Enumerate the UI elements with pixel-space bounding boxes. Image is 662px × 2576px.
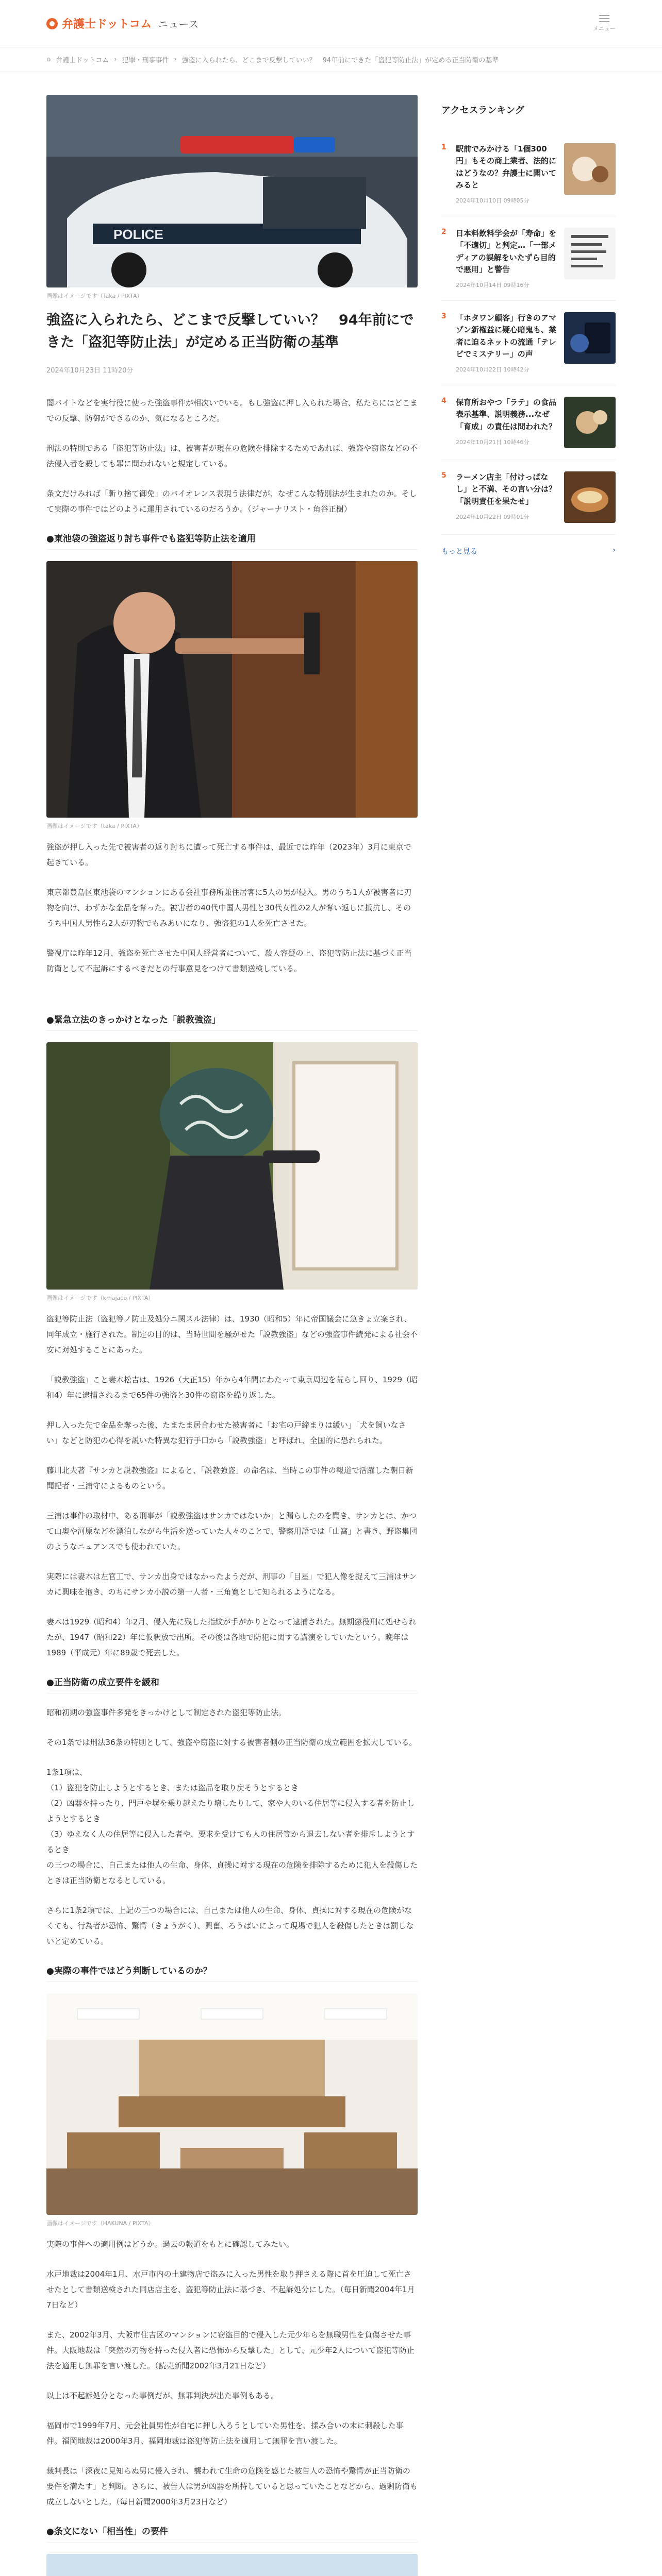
article-paragraph: 刑法の特則である「盗犯等防止法」は、被害者が現在の危険を排除するためであれば、強盗や窃盗などの不法侵入者を殺しても罪に問われないと規定している。 — [46, 444, 418, 469]
article-paragraph: 「説教強盗」こと妻木松吉は、1926（大正15）年から4年間にわたって東京周辺を荒らし回り、1929（昭和4）年に逮捕されるまで65件の強盗と30件の窃盗を繰り返した。 — [46, 1375, 418, 1400]
rank-date: 2024年10月22日 09時01分 — [456, 513, 529, 520]
article-paragraph: 妻木は1929（昭和4）年2月、侵入先に残した指紋が手がかりとなって逮捕された。無期懲役刑に処せられたが、1947（昭和22）年に仮釈放で出所。その後は各地で防犯に関する講演をしていたという。晩年は1989（平成元）年に89歳で死去した。 — [46, 1617, 417, 1658]
section-heading: ●条文にない「相当性」の要件 — [46, 2524, 418, 2543]
svg-text:POLICE: POLICE — [113, 227, 163, 242]
article-paragraph: 警視庁は昨年12月、強盗を死亡させた中国人経営者について、殺人容疑の上、盗犯等防止法に基づく正当防衛として不起訴にするべきだとの行事意見をつけて書類送検している。 — [46, 948, 412, 974]
rank-title[interactable]: 駅前でみかける「1個300円」もその商上業者、法的にはどうなの？弁護士に聞いてみると — [456, 144, 557, 190]
section-heading: ●実際の事件ではどう判断しているのか？ — [46, 1963, 418, 1982]
article-paragraph: 昭和初期の強盗事件多発をきっかけとして制定された盗犯等防止法。 — [46, 1708, 287, 1718]
article-paragraph: また、2002年3月、大阪市住吉区のマンションに窃盗目的で侵入した元少年らを無職男性を負傷させた事件。大阪地裁は「突然の刃物を持った侵入者に恐怖から反撃した」として、元少年2人について盗犯等防止法を適用し無罪を言い渡した。（読売新聞2002年3月21日など） — [46, 2330, 415, 2371]
article-paragraph: 三浦は事件の取材中、ある刑事が「説教強盗はサンカではないか」と漏らしたのを聞き、サンカとは、かつて山奥や河原などを漂泊しながら生活を送っていた人々のことで、警察用語では「山窩」と書き、野盗集団のようなニュアンスでも使われていた。 — [46, 1511, 418, 1552]
logo-subtitle: ニュース — [158, 18, 199, 30]
breadcrumb-current: 強盗に入られたら、どこまで反撃していい？ 94年前にできた「盗犯等防止法」が定める正当防衛の基準 — [181, 57, 499, 64]
rank-title[interactable]: ラーメン店主「付けっぱなし」と不満、その言い分は？「説明責任を果たせ」 — [456, 472, 557, 506]
article-paragraph: 実際の事件への適用例はどうか。過去の報道をもとに確認してみたい。 — [46, 2240, 294, 2249]
article-paragraph: その1条では刑法36条の特則として、強盗や窃盗に対する被害者側の正当防衛の成立範囲を拡大している。 — [46, 1738, 417, 1748]
image-intruder-with-gun — [46, 561, 418, 818]
rank-thumbnail[interactable] — [564, 228, 616, 279]
article-paragraph: 闇バイトなどを実行役に使った強盗事件が相次いでいる。もし強盗に押し入られた場合、私たちにはどこまでの反撃、防御ができるのか、気になるところだ。 — [46, 398, 418, 423]
site-logo[interactable] — [46, 15, 198, 31]
ranking-title: アクセスランキング — [441, 105, 524, 116]
home-icon: ⌂ — [46, 56, 51, 63]
rank-title[interactable]: 保育所おやつ「ラテ」の食品表示基準、説明義務...なぜ「育成」の責任は問われた？ — [456, 398, 557, 431]
ranking-item[interactable] — [441, 216, 616, 301]
rank-title[interactable]: 日本料飲料学会が「寿命」を「不適切」と判定…「一部メディアの誤解をいたずら目的で悪用」と警告 — [456, 229, 557, 274]
hero-image-police-car — [46, 95, 418, 287]
article-paragraph: 水戸地裁は2004年1月、水戸市内の土建物店で盗みに入った男性を取り押さえる際に首を圧迫して死亡させたとして書類送検された同店店主を、盗犯等防止法に基づき、不起訴処分にした。（毎日新聞2004年1月7日など） — [46, 2269, 415, 2310]
rank-number: 1 — [441, 143, 446, 151]
article-paragraph: 裁判長は「深夜に見知らぬ男に侵入され、襲われて生命の危険を感じた被告人の恐怖や驚愕が正当防衛の要件を満たす」と判断。さらに、被告人は男が凶器を所持していると思っていたことなどから、過剰防衛も成立しないとした。（毎日新聞2000年3月23日など） — [46, 2466, 418, 2507]
breadcrumb-separator-icon: › — [174, 56, 177, 63]
rank-thumbnail[interactable] — [564, 143, 616, 195]
rank-number: 2 — [441, 228, 446, 236]
rank-number: 3 — [441, 312, 446, 320]
ranking-item[interactable] — [441, 385, 616, 460]
image-credit: 画像はイメージです（taka / PIXTA） — [46, 823, 142, 830]
rank-thumbnail[interactable] — [564, 471, 616, 523]
more-label: もっと見る — [441, 548, 477, 556]
hero-image-credit: 画像はイメージです（Taka / PIXTA） — [46, 293, 143, 299]
logo-text: 弁護士ドットコム — [62, 18, 152, 31]
article — [46, 72, 418, 2576]
breadcrumb-separator-icon: › — [114, 56, 117, 63]
image-credit: 画像はイメージです（kmajaco / PIXTA） — [46, 1295, 154, 1302]
image-courtroom — [46, 1993, 418, 2215]
section-heading: ●緊急立法のきっかけとなった「説教強盗」 — [46, 1012, 418, 1031]
rank-thumbnail[interactable] — [564, 312, 616, 364]
image-thief-with-furoshiki — [46, 1042, 418, 1290]
article-paragraph: 福岡市で1999年7月、元会社員男性が自宅に押し入ろうとしていた男性を、揉み合いの末に刺殺した事件。福岡地裁は2000年3月、福岡地裁は盗犯等防止法を適用して無罪を言い渡した。 — [46, 2421, 404, 2446]
article-paragraph: 押し入った先で金品を奪った後、たまたま居合わせた被害者に「お宅の戸締まりは緩い」「犬を飼いなさい」などと防犯の心得を説いた特異な犯行手口から「説教強盗」と呼ばれ、全国的に恐れられた。 — [46, 1420, 406, 1446]
section-heading: ●正当防衛の成立要件を緩和 — [46, 1675, 418, 1693]
article-paragraph: 盗犯等防止法（盗犯等ノ防止及処分ニ関スル法律）は、1930（昭和5）年に帝国議会に急きょ立案され、同年成立・施行された。制定の目的は、当時世間を騒がせた「説教強盗」などの強盗事件続発による社会不安に対処することにあった。 — [46, 1314, 418, 1355]
article-title: 強盗に入られたら、どこまで反撃していい？ 94年前にできた「盗犯等防止法」が定める正当防衛の基準 — [46, 312, 414, 351]
section-heading: ●東池袋の強盗返り討ち事件でも盗犯等防止法を適用 — [46, 531, 418, 550]
hamburger-icon — [599, 15, 609, 22]
article-date: 2024年10月23日 11時20分 — [46, 367, 134, 375]
rank-date: 2024年10月21日 10時46分 — [456, 438, 529, 446]
ranking-more-link[interactable] — [441, 546, 616, 556]
chevron-right-icon: › — [613, 546, 616, 554]
article-paragraph: 強盗が押し入った先で被害者の返り討ちに遭って死亡する事件は、最近では昨年（2023年）3月に東京で起きている。 — [46, 842, 411, 868]
rank-date: 2024年10月22日 10時42分 — [456, 366, 529, 373]
rank-thumbnail[interactable] — [564, 397, 616, 448]
logo-mark-icon — [46, 18, 58, 29]
article-paragraph: 実際には妻木は左官工で、サンカ出身ではなかったようだが、刑事の「目星」で犯人像を捉えて三浦はサンカに興味を抱き、のちにサンカ小説の第一人者・三角寛として知られるようになる。 — [46, 1572, 417, 1597]
rank-title[interactable]: 「ホタワン顧客」行きのアマゾン新権益に疑心暗鬼も、業者に迫るネットの流通「テレビでミステリー」の声 — [456, 313, 557, 359]
breadcrumb — [0, 47, 662, 72]
article-paragraph: 条文だけみれば「斬り捨て御免」のバイオレンス表現う法律だが、なぜこんな特別法が生まれたのか。そして実際の事件ではどのように運用されているのだろうか。（ジャーナリスト・角谷正樹） — [46, 489, 417, 514]
rank-number: 5 — [441, 471, 446, 480]
article-paragraph: 1条1項は、 （1）盗犯を防止しようとするとき、または盗品を取り戻そうとするとき （2）凶器を持ったり、門戸や塀を乗り越えたり壊したりして、家や人のいる住居等に侵入する者を防止しようとするとき （3）ゆえなく人の住居等に侵入した者や、要求を受けても人の住居等から退去しない者を排斥しようとするとき の三つの場合に、自己または他人の生命、身体、貞操に対する現在の危険を排除するために犯人を殺傷したときは正当防衛となるとしている。 — [46, 1768, 418, 1886]
sidebar — [441, 72, 616, 2576]
breadcrumb-home[interactable]: 弁護士ドットコム — [56, 57, 109, 64]
site-header — [0, 0, 662, 47]
ranking-item[interactable] — [441, 132, 616, 216]
article-paragraph: さらに1条2項では、上記の三つの場合には、自己または他人の生命、身体、貞操に対する現在の危険がなくても、行為者が恐怖、驚愕（きょうがく）、興奮、ろうばいによって現場で犯人を殺傷したときは罰しないと定めている。 — [46, 1906, 414, 1946]
image-credit: 画像はイメージです（HAKUNA / PIXTA） — [46, 2220, 154, 2227]
rank-number: 4 — [441, 397, 446, 405]
breadcrumb-category[interactable]: 犯罪・刑事事件 — [122, 57, 169, 64]
rank-date: 2024年10月14日 09時16分 — [456, 282, 529, 289]
menu-label: メニュー — [593, 25, 616, 32]
article-paragraph: 以上は不起訴処分となった事例だが、無罪判決が出た事例もある。 — [46, 2391, 279, 2401]
rank-date: 2024年10月10日 09時05分 — [456, 197, 529, 204]
article-paragraph: 藤川北夫著『サンカと説教強盗』によると、「説教強盗」の命名は、当時この事件の報道で活躍した朝日新聞記者・三浦守によるものという。 — [46, 1466, 413, 1491]
image-court-building — [46, 2554, 418, 2576]
ranking-item[interactable] — [441, 460, 616, 535]
ranking-item[interactable] — [441, 301, 616, 385]
menu-button[interactable] — [593, 15, 616, 32]
article-paragraph: 東京都豊島区東池袋のマンションにある会社事務所兼住居客に5人の男が侵入。男のうち1人が被害者に刃物を向け、わずかな金品を奪った。被害者の40代中国人男性と30代女性の2人が奪い返しに抵抗し、そのうち中国人男性ら2人が刃物でもみあいになり、強盗犯の1人を死亡させた。 — [46, 888, 412, 928]
